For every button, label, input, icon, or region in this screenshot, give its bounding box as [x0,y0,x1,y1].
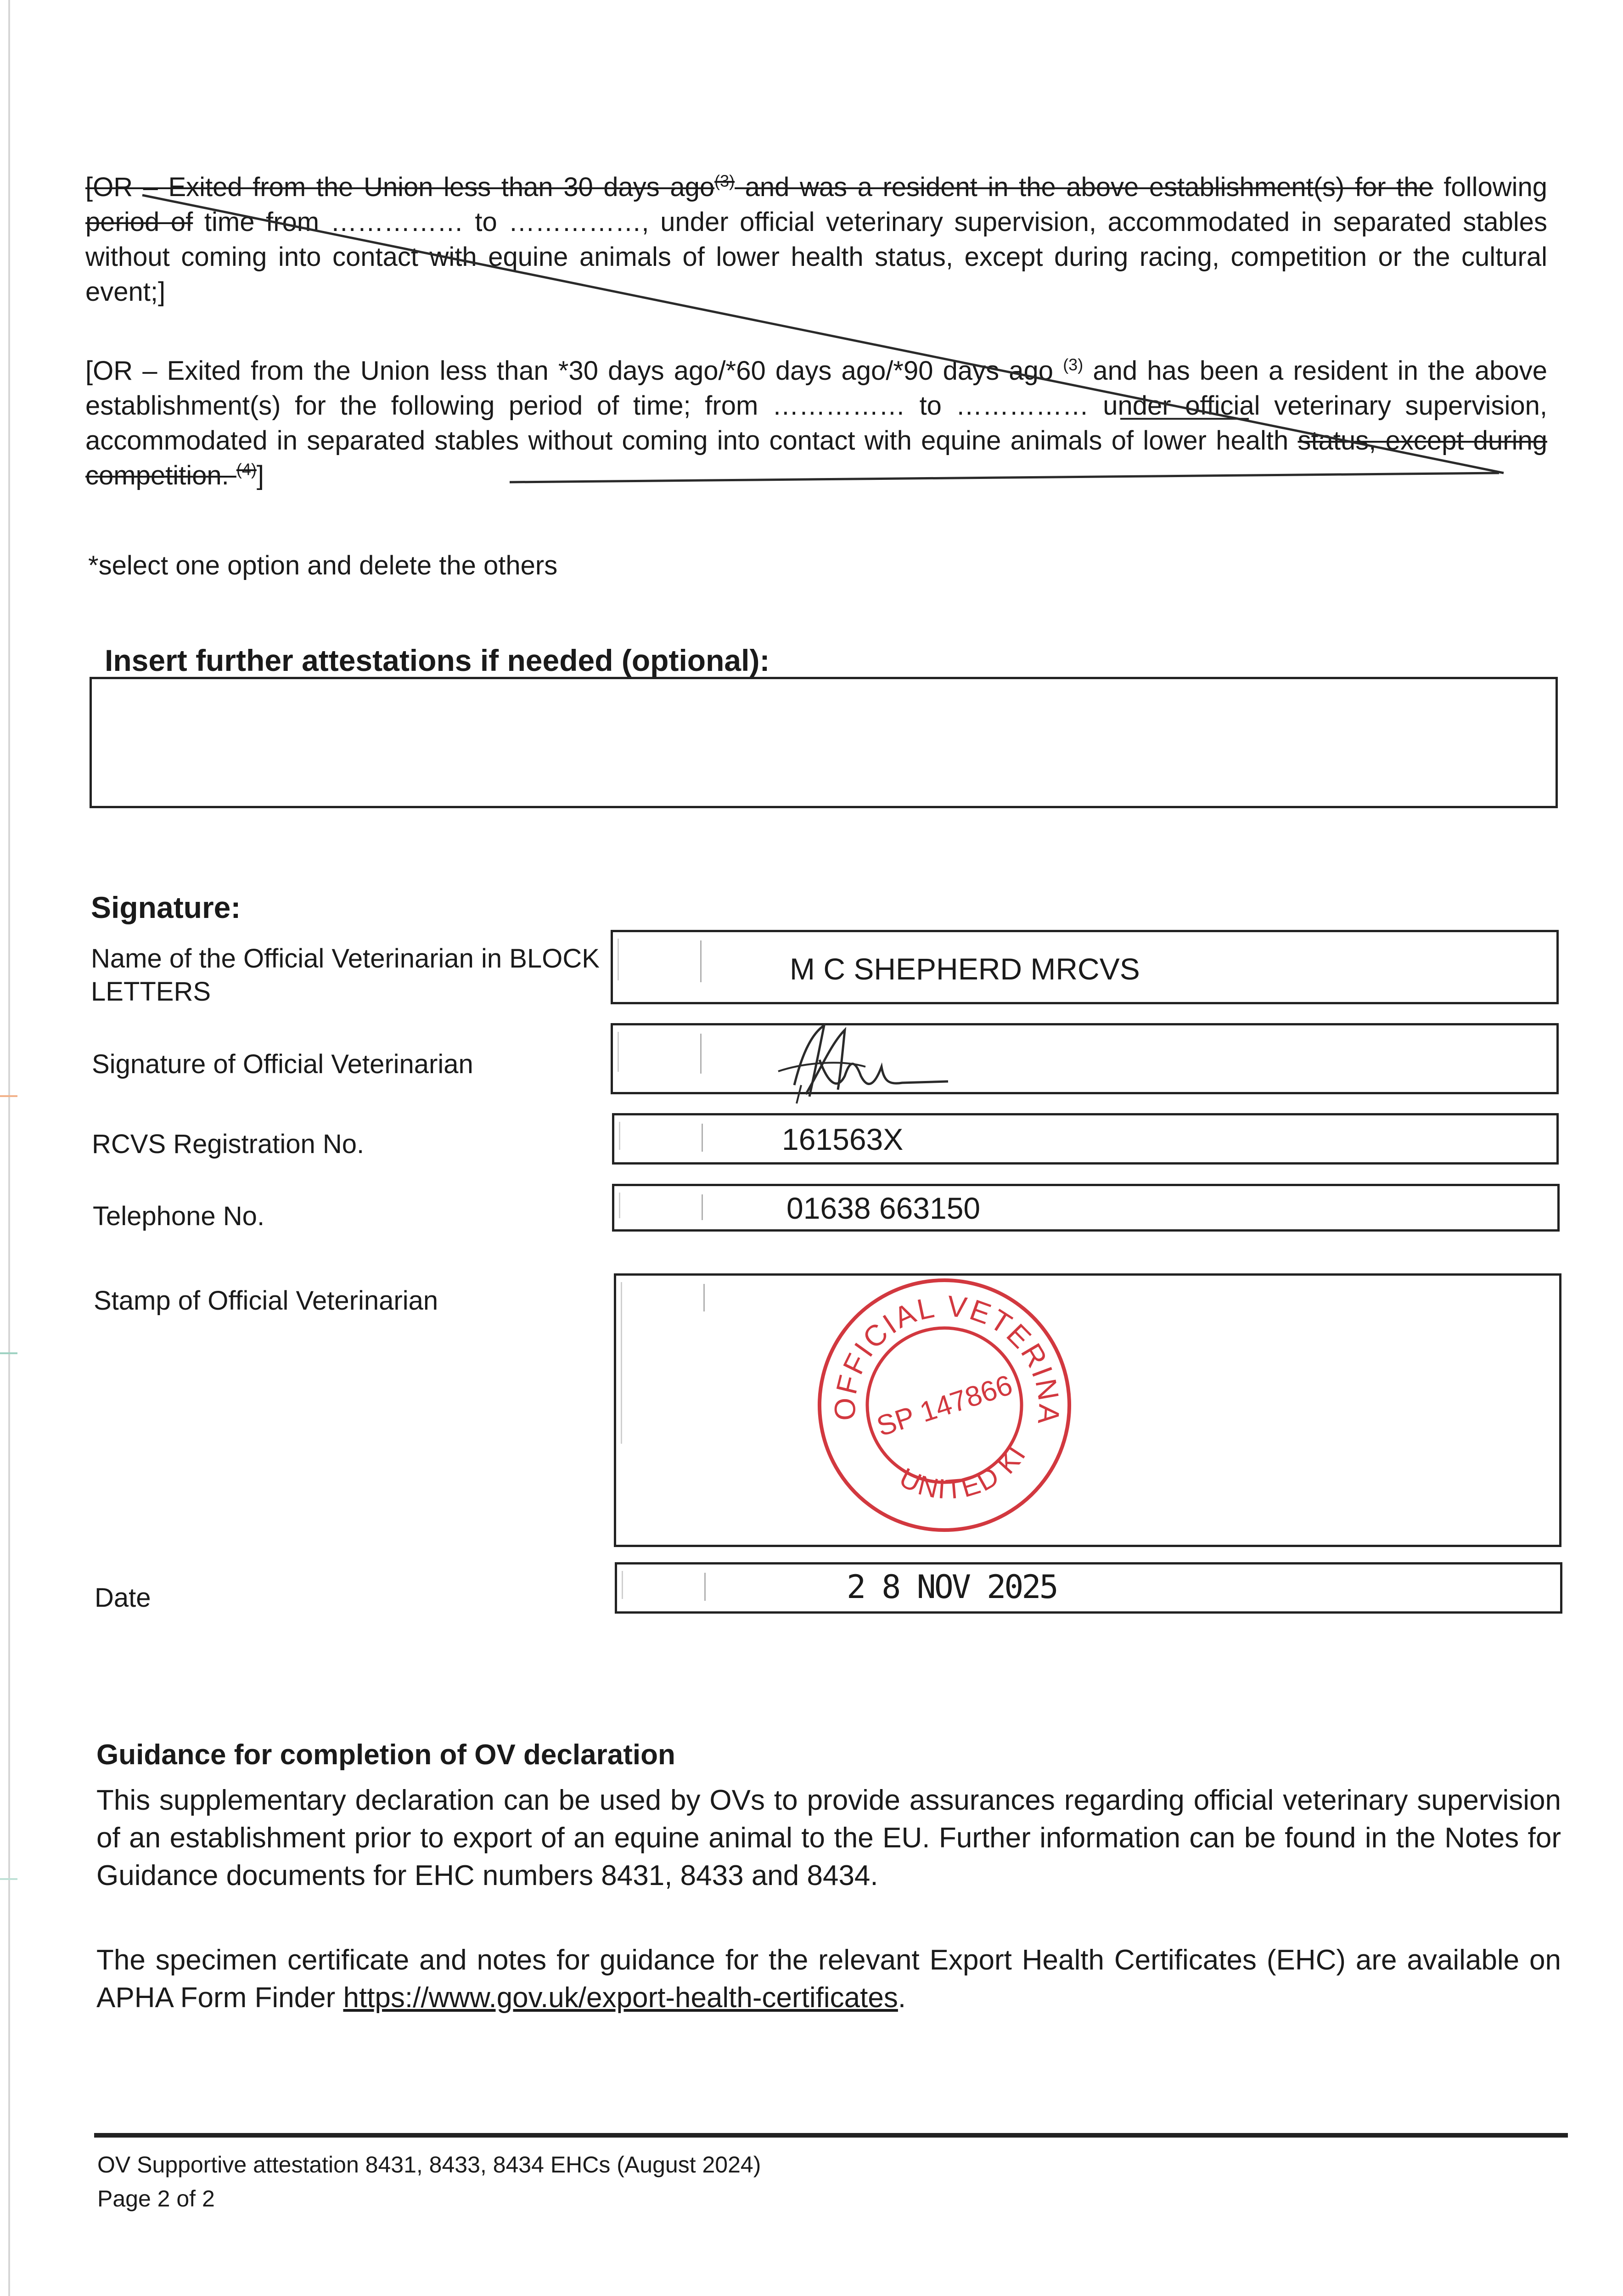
rcvs-label: RCVS Registration No. [92,1129,365,1159]
telephone-field[interactable] [612,1184,1560,1232]
option-a-text: following [1443,172,1547,202]
option-b-text: [OR – Exited from the Union less than *30 days ago/*60 days ago/*90 days ago [85,356,1063,386]
field-guide-mark [702,1124,703,1152]
field-guide-mark [704,1573,706,1601]
signature-label: Signature of Official Veterinarian [92,1049,473,1079]
field-guide-mark [621,1282,622,1444]
stamp-top-text: OFFICIAL VETERINARIAN [828,1289,1066,1427]
field-guide-mark [700,940,702,982]
guidance-paragraph-2 [96,1941,1561,2017]
field-guide-mark [622,1571,623,1599]
stamp-field[interactable] [614,1273,1561,1547]
guidance-paragraph-1: This supplementary declaration can be used by OVs to provide assurances regarding official veterinary supervision of an establishment prior to export of an equine animal to the EU. Further information can be found in the Notes for Guidance documents for EHC numbers 8431, 8433 and 8434. [96,1784,1561,1891]
option-a-struck-text-3: period of [85,207,193,237]
field-guide-mark [703,1284,705,1311]
deletion-stroke [510,473,1499,482]
footer-document-title: OV Supportive attestation 8431, 8433, 8434 EHCs (August 2024) [97,2152,761,2178]
footnote-ref: (3) [714,171,735,191]
name-field[interactable] [611,930,1559,1004]
option-b-close: ] [256,461,264,490]
field-guide-mark [618,939,619,980]
deletion-stroke [142,195,1504,473]
handwritten-signature [751,1016,962,1113]
signature-field[interactable] [611,1023,1559,1094]
stamp-label: Stamp of Official Veterinarian [94,1286,438,1316]
name-label: Name of the Official Veterinarian in BLOCK LETTERS [91,944,600,1007]
further-attestations-box[interactable] [90,677,1558,808]
signature-heading: Signature: [91,890,241,924]
telephone-label: Telephone No. [93,1201,265,1231]
deletion-strokes [0,0,1623,505]
official-veterinarian-stamp [811,1272,1078,1538]
option-a-struck-text-2: and was a resident in the above establishment(s) for the [735,172,1433,202]
option-a-struck-text: [OR – Exited from the Union less than 30 days ago [85,172,715,202]
field-guide-mark [618,1032,619,1072]
field-guide-mark [700,1034,702,1074]
field-guide-mark [619,1193,620,1218]
footnote-ref: (4) [236,460,257,479]
guidance-paragraph-2-end: . [898,1982,906,2014]
field-guide-mark [619,1122,620,1150]
footer-rule [94,2133,1568,2138]
guidance-paragraph-2-text: The specimen certificate and notes for guidance for the relevant Export Health Certificates (EHC) are available on APHA Form Finder [96,1944,1561,2014]
name-value: M C SHEPHERD MRCVS [790,952,1140,986]
option-a-text-2: time from …………… to ……………, under official veterinary supervision, accommodated in separated stables without coming into contact with equine animals of lower health status, except during racing, competition or the cultural event;] [85,207,1547,307]
rcvs-field[interactable] [612,1113,1559,1165]
scan-edge-mark [0,1352,17,1354]
option-b-text-2: and has been a resident in the above establishment(s) for the following period of time; from …………… to …………… under official veterinary supervision, accommodated in separated stables without coming into contact with equine animals of lower health [85,356,1547,456]
date-field[interactable] [615,1562,1562,1614]
export-health-certificates-link[interactable]: https://www.gov.uk/export-health-certificates [343,1982,898,2014]
scan-edge-mark [0,1878,17,1880]
footnote-ref: (3) [1063,355,1084,374]
select-option-note: *select one option and delete the others [88,551,558,580]
option-b-struck-text: status, except during competition. [85,426,1547,490]
telephone-value: 01638 663150 [786,1191,981,1225]
field-guide-mark [702,1194,703,1220]
date-label: Date [95,1583,151,1613]
stamp-bottom-text: UNITED KINGDOM [894,1439,1033,1505]
guidance-heading: Guidance for completion of OV declaration [96,1739,675,1771]
scan-edge-mark [0,1095,17,1097]
rcvs-value: 161563X [782,1122,904,1156]
footer-page-number: Page 2 of 2 [97,2186,215,2212]
date-stamp-value: 2 8 NOV 2025 [847,1568,1057,1606]
stamp-center-text: SP 147866 [873,1369,1016,1443]
further-attestations-heading: Insert further attestations if needed (optional): [105,643,770,677]
